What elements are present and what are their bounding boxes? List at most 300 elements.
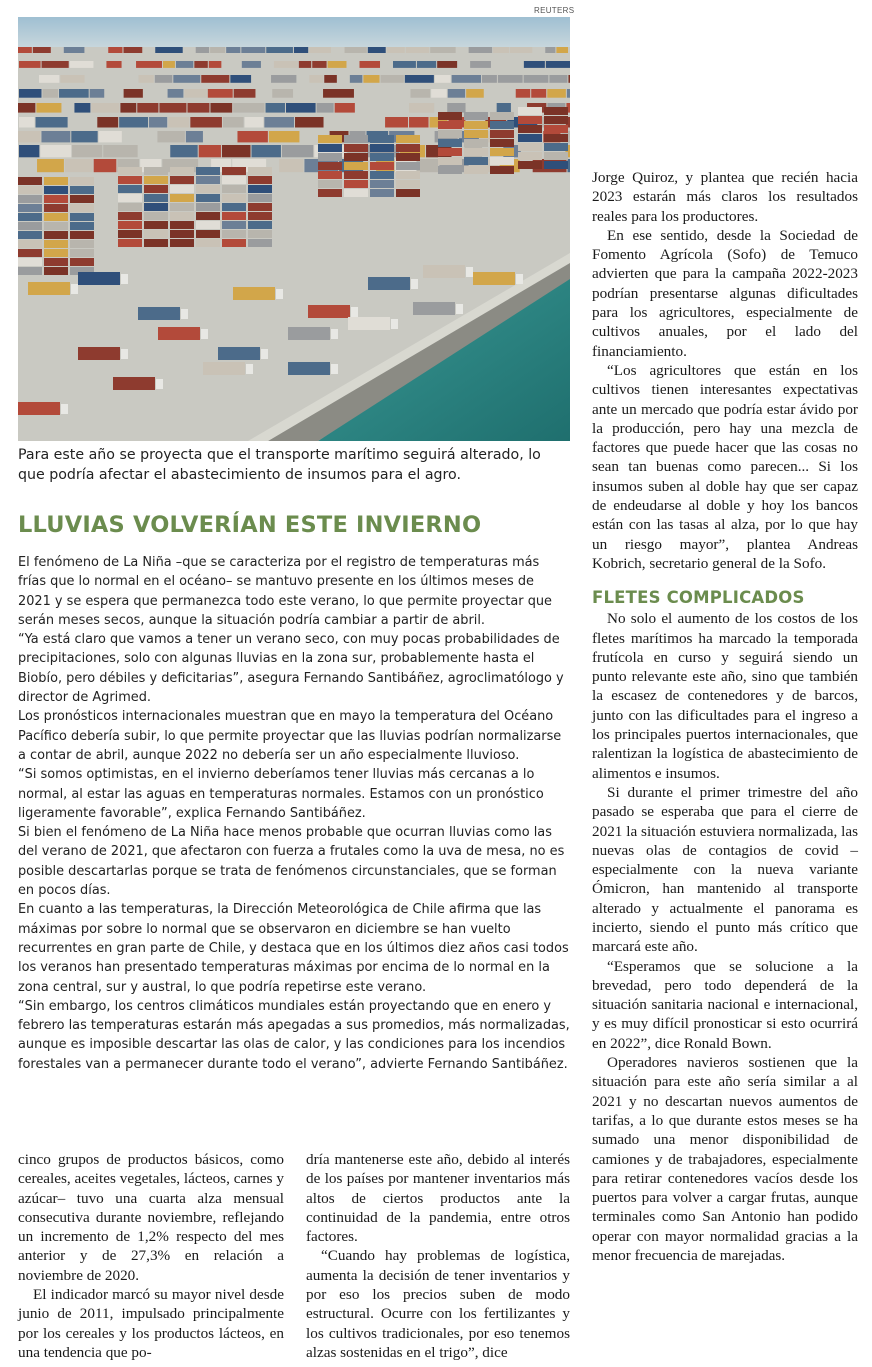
container [323,89,354,98]
container [437,61,457,68]
container [294,47,308,53]
truck-trailer [138,307,180,320]
container [70,258,94,266]
container [370,171,394,179]
container [196,47,209,53]
container [417,159,438,172]
container [196,239,220,247]
container [438,112,462,120]
container [318,180,342,188]
container [282,145,313,157]
container [18,47,32,53]
container [248,230,272,238]
truck-trailer [473,272,515,285]
container [518,161,542,169]
container [396,144,420,152]
container [464,166,488,174]
container [295,117,324,128]
container [396,180,420,188]
container [490,139,514,147]
container [91,103,119,113]
article-paragraph: Si durante el primer trimestre del año pasado se esperaba que para el cierre de 2021 la situación estuviera normalizada, las nuevas olas de contagios de covid –especialmente con la nueva variante Ómicron, han mantenido al transporte alterado y actualmente el panorama es incierto, siendo el punto más crítico que marcará este año. [592,783,858,956]
container [544,161,568,169]
section-paragraph: “Sin embargo, los centros climáticos mundiales están proyectando que en enero y febrero las temperaturas estarán más apegadas a sus promedios, más normalizadas, aunque es imposible descartar las olas de calor, y las condiciones para los incendios forestales van a permanecer durante todo el verano”, advierte Fernando Santibáñez. [18,998,570,1072]
container [70,61,94,68]
container [385,117,408,128]
container [272,89,293,98]
truck-cab [351,307,358,317]
container [490,157,514,165]
container [350,75,363,83]
container [44,195,68,203]
bottom-middle-column [306,1150,570,1362]
container [438,148,462,156]
container-terminal-image [18,17,570,441]
container [309,47,331,53]
container [233,103,264,113]
container [370,144,394,152]
container [144,167,168,175]
container [248,176,272,184]
container [222,176,246,184]
container [168,117,189,128]
container [149,117,167,128]
container [409,117,429,128]
container [170,212,194,220]
section-paragraph: “Si somos optimistas, en el invierno deberíamos tener lluvias más cercanas a lo normal, al estar las aguas en temperaturas normales. Estamos con un pronóstico ligeramente favorable”, explica Fernando Santibáñez. [18,767,544,821]
container [18,213,42,221]
container [359,61,380,68]
container [70,240,94,248]
container [222,221,246,229]
truck-cab [201,329,208,339]
article-paragraph: “Los agricultores que están en los cultivos tienen interesantes expectativas ante un mercado que podría estar ávido por la producción, pero hay una mezcla de factores que puede hacer que las cosas no sean tan buenas como parecen... Si los insumos suben al doble hay que ser capaz de endeudarse al doble y hoy los bancos están con las tasas al alza, por lo que hay un riesgo mayor”, plantea Andreas Kobrich, secretario general de la Sofo. [592,361,858,572]
truck-cab [61,404,68,414]
truck-trailer [28,282,70,295]
container [248,185,272,193]
container [568,75,570,83]
container [266,103,285,113]
container [210,47,225,53]
truck-trailer [348,317,390,330]
container [370,153,394,161]
container [170,167,194,175]
container [42,89,58,98]
container [18,195,42,203]
container [118,185,142,193]
container [44,213,68,221]
container [469,47,492,53]
container [370,180,394,188]
container [318,144,342,152]
container [544,134,568,142]
container [222,145,251,157]
truck-trailer [113,377,155,390]
container [251,145,280,157]
container [435,75,451,83]
container [544,107,568,115]
container [106,61,121,68]
container [438,166,462,174]
container [159,103,186,113]
truck-trailer [288,362,330,375]
truck-trailer [78,347,120,360]
container [222,212,246,220]
container [464,112,488,120]
bottom-left-column [18,1150,284,1362]
container [299,61,311,68]
container [324,75,337,83]
container [18,231,42,239]
truck-trailer [78,272,120,285]
container [144,194,168,202]
truck-cab [516,274,523,284]
container [118,221,142,229]
container [466,89,484,98]
container [70,222,94,230]
container [170,239,194,247]
truck-trailer [203,362,245,375]
container [248,221,272,229]
container [201,75,229,83]
container [274,61,298,68]
article-paragraph: Operadores navieros sostienen que la situación para este año sería similar a al 2021 y no descartan nuevos aumentos de tarifas, a lo que durante estos meses se ha sumado una menor disponibilidad de camiones y de trabajadores, especialmente para retirar contenedores vacíos desde los puertos para volver a cargar frutas, aunque terminales como San Antonio han podido operar con mayor normalidad gracias a la menor frecuencia de marejadas. [592,1054,858,1265]
container [209,61,222,68]
subheading: FLETES COMPLICADOS [592,588,805,608]
container [18,131,40,142]
container [344,180,368,188]
container [493,47,509,53]
container [410,89,430,98]
container [544,143,568,151]
container [144,221,168,229]
container [344,171,368,179]
container [97,117,118,128]
container [544,125,568,133]
container [36,117,68,128]
container [19,145,39,157]
container [417,61,436,68]
container [196,212,220,220]
container [518,134,542,142]
container [18,177,42,185]
container [44,186,68,194]
container [524,75,549,83]
container [18,240,42,248]
container [157,131,184,142]
container [222,167,246,175]
container [518,143,542,151]
container [344,144,368,152]
container [370,162,394,170]
container [381,75,404,83]
truck-cab [181,309,188,319]
container [370,135,394,143]
container [396,189,420,197]
container [173,75,200,83]
container [59,89,89,98]
container [170,230,194,238]
container [245,117,264,128]
container [103,145,137,157]
container [248,167,272,175]
container [370,189,394,197]
container [393,61,416,68]
container [464,121,488,129]
article-paragraph: dría mantenerse este año, debido al interés de los países por mantener inventarios más altos de ciertos productos ante la continuidad de la pandemia, entre otros factores. [306,1151,570,1246]
container [94,159,117,172]
container [18,249,42,257]
container [74,103,90,113]
container [524,61,545,68]
truck-cab [246,364,253,374]
container [41,131,70,142]
container [144,212,168,220]
container [118,239,142,247]
container [516,89,530,98]
container [118,194,142,202]
container [196,221,220,229]
container [18,103,35,113]
container [139,75,154,83]
container [452,75,481,83]
container [196,176,220,184]
container [210,103,232,113]
container [118,230,142,238]
container [222,230,246,238]
container [70,186,94,194]
container [18,222,42,230]
container [387,47,405,53]
container [464,157,488,165]
truck-trailer [308,305,350,318]
container [118,167,142,175]
container [187,103,209,113]
container [155,47,182,53]
container [438,121,462,129]
container [40,145,71,157]
container [19,117,35,128]
container [317,103,334,113]
section-paragraph: En cuanto a las temperaturas, la Dirección Meteorológica de Chile afirma que las máximas por sobre lo normal que se observaron en diciembre se han vuelto recurrentes en gran parte de Chile, y destaca que en los últimos diez años casi todos los veranos han presentado temperaturas máximas por encima de lo normal en la zona central, sur y austral, lo que podría repetirse este verano. [18,902,569,995]
container [544,116,568,124]
container [344,189,368,197]
container [36,103,61,113]
container [248,203,272,211]
container [71,131,97,142]
container [230,75,251,83]
container [531,89,546,98]
truck-cab [276,289,283,299]
container [137,103,158,113]
container [33,47,51,53]
right-column [592,168,858,1265]
truck-trailer [413,302,455,315]
truck-cab [411,279,418,289]
container [518,125,542,133]
container [279,159,303,172]
container [241,47,265,53]
container [567,89,570,98]
container [498,75,523,83]
container [168,89,184,98]
truck-cab [121,274,128,284]
container [490,121,514,129]
container [44,249,68,257]
container [196,167,220,175]
truck-trailer [218,347,260,360]
container [544,152,568,160]
container [264,117,294,128]
container [490,112,514,120]
container [237,131,267,142]
truck-cab [456,304,463,314]
container [396,162,420,170]
container [470,61,491,68]
container [18,267,42,275]
container [344,162,368,170]
container [120,103,136,113]
container [18,204,42,212]
container [318,162,342,170]
container [234,89,256,98]
container [312,61,326,68]
container [222,203,246,211]
truck-trailer [158,327,200,340]
container [44,177,68,185]
container [396,171,420,179]
container [144,239,168,247]
container [65,159,93,172]
container [44,204,68,212]
container [170,145,197,157]
container [396,153,420,161]
container [44,258,68,266]
container [70,249,94,257]
truck-cab [331,364,338,374]
article-paragraph: En ese sentido, desde la Sociedad de Fomento Agrícola (Sofo) de Temuco advierten que para la campaña 2022-2023 podrían presentarse algunas dificultades para los agricultores, especialmente de cultivos anuales, por el lado del financiamiento. [592,226,858,360]
container [124,89,143,98]
container [39,75,59,83]
container [196,203,220,211]
container [190,117,222,128]
container [118,176,142,184]
article-paragraph: El indicador marcó su mayor nivel desde junio de 2011, impulsado principalmente por los cereales y los productos lácteos, en una tendencia que po- [18,1286,284,1361]
container [438,130,462,138]
container [170,203,194,211]
container [344,153,368,161]
container [271,75,296,83]
container [545,47,555,53]
port-photo [18,17,570,441]
container [318,189,342,197]
container [196,194,220,202]
container [42,61,69,68]
container [155,75,172,83]
container [64,47,85,53]
container [90,89,105,98]
container [70,204,94,212]
container [196,230,220,238]
article-paragraph: No solo el aumento de los costos de los fletes marítimos ha marcado la temporada frutícola en curso y seguirá siendo un punto relevante este año, sino que también la escasez de contenedores y de barcos, junto con las dificultades para el ingreso a los principales puertos internacionales, que ralentizan la logística de abastecimiento de alimentos e insumos. [592,610,858,782]
container [170,176,194,184]
container [226,47,240,53]
section-paragraph: “Ya está claro que vamos a tener un verano seco, con muy pocas probabilidades de precipitaciones, solo con algunas lluvias en la zona sur, probablemente hasta el Biobío, pero débiles y deficitarias”, asegura Fernando Santibáñez, agroclimatólogo y director de Agrimed. [18,632,564,706]
container [186,131,203,142]
container [518,107,542,115]
container [518,152,542,160]
truck-cab [466,267,473,277]
container [144,176,168,184]
container [490,148,514,156]
photo-credit: REUTERS [534,6,575,15]
truck-cab [121,349,128,359]
container [318,171,342,179]
container [328,61,347,68]
article-paragraph: Jorge Quiroz, y plantea que recién hacia 2023 estarán más claros los resultados reales para los productores. [592,169,858,225]
container [405,75,434,83]
container [409,103,434,113]
container [44,240,68,248]
container [248,212,272,220]
article-paragraph: “Esperamos que se solucione a la brevedad, pero todo dependerá de la situación sanitaria nacional e internacional, y es muy difícil pronosticar si esto ocurrirá en 2022”, dice Ronald Bown. [592,957,858,1052]
container [269,131,300,142]
container [556,47,568,53]
container [70,195,94,203]
section-paragraph: El fenómeno de La Niña –que se caracteriza por el registro de temperaturas más frías que lo normal en el océano– se mantuvo presente en los últimos meses de 2021 y se espera que permanezca todo este verano, lo que permite proyectar que serán meses secos, aunque la situación podría cambiar a partir de abril. [18,555,552,628]
container [248,239,272,247]
truck-cab [71,284,78,294]
container [44,222,68,230]
article-paragraph: “Cuando hay problemas de logística, aumenta la decisión de tener inventarios y por eso los precios suben de modo estructural. Ocurre con los fertilizantes y los cultivos tradicionales, por eso tenemos alzas sostenidas en el trigo”, dice [306,1247,570,1361]
container [176,61,193,68]
container [60,75,84,83]
container [170,194,194,202]
container [344,135,368,143]
container [368,47,386,53]
container [223,117,244,128]
container [448,89,465,98]
container [447,103,465,113]
truck-trailer [288,327,330,340]
container [199,145,221,157]
container [318,135,342,143]
container [70,177,94,185]
container [119,117,148,128]
container [118,212,142,220]
truck-trailer [423,265,465,278]
container [464,139,488,147]
container [248,194,272,202]
container [464,148,488,156]
truck-trailer [368,277,410,290]
container [431,89,447,98]
container [318,153,342,161]
container [118,203,142,211]
container [242,61,261,68]
article-paragraph: cinco grupos de productos básicos, como cereales, aceites vegetales, lácteos, carnes y azúcar– tuvo una cuarta alza mensual consecutiva durante noviembre, reflejando un incremento de 1,2% respecto del mes anterior y de 27,3% en relación a noviembre de 2020. [18,1151,284,1284]
section-body [18,553,570,1074]
container [170,185,194,193]
container [438,139,462,147]
container [518,116,542,124]
container [18,186,42,194]
container [510,47,532,53]
container [222,239,246,247]
container [196,185,220,193]
container [438,157,462,165]
container [547,89,566,98]
